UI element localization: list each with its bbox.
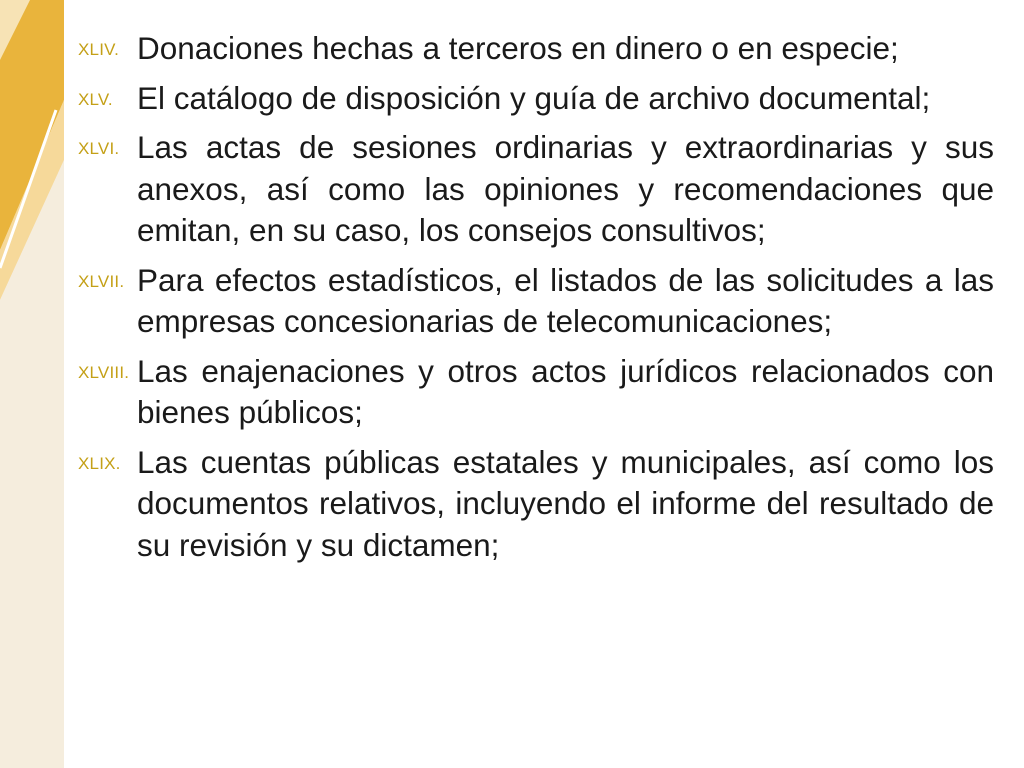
item-text: Donaciones hechas a terceros en dinero o en especie; <box>137 30 899 66</box>
item-text: Las cuentas públicas estatales y municipales, así como los documentos relativos, incluyendo el informe del resultado de su revisión y su dictamen; <box>137 443 994 563</box>
item-numeral: XLVI. <box>78 139 120 158</box>
item-text: Para efectos estadísticos, el listados de las solicitudes a las empresas concesionarias de telecomunicaciones; <box>137 261 994 339</box>
list-item <box>78 78 994 120</box>
list-item <box>78 260 994 343</box>
list-item <box>78 28 994 70</box>
list-item <box>78 351 994 434</box>
item-numeral: XLVIII. <box>78 362 130 382</box>
item-text: Las enajenaciones y otros actos jurídicos relacionados con bienes públicos; <box>137 352 994 430</box>
item-text: El catálogo de disposición y guía de archivo documental; <box>137 79 931 116</box>
item-numeral: XLVII. <box>78 271 125 291</box>
decorative-side-band <box>0 0 64 768</box>
item-numeral: XLIV. <box>78 40 120 59</box>
item-text: Las actas de sesiones ordinarias y extraordinarias y sus anexos, así como las opiniones y recomendaciones que emitan, en su caso, los consejos consultivos; <box>137 129 994 248</box>
article-list <box>78 28 994 574</box>
list-item <box>78 442 994 567</box>
item-numeral: XLIX. <box>78 453 121 473</box>
item-numeral: XLV. <box>78 89 113 109</box>
list-item <box>78 127 994 252</box>
